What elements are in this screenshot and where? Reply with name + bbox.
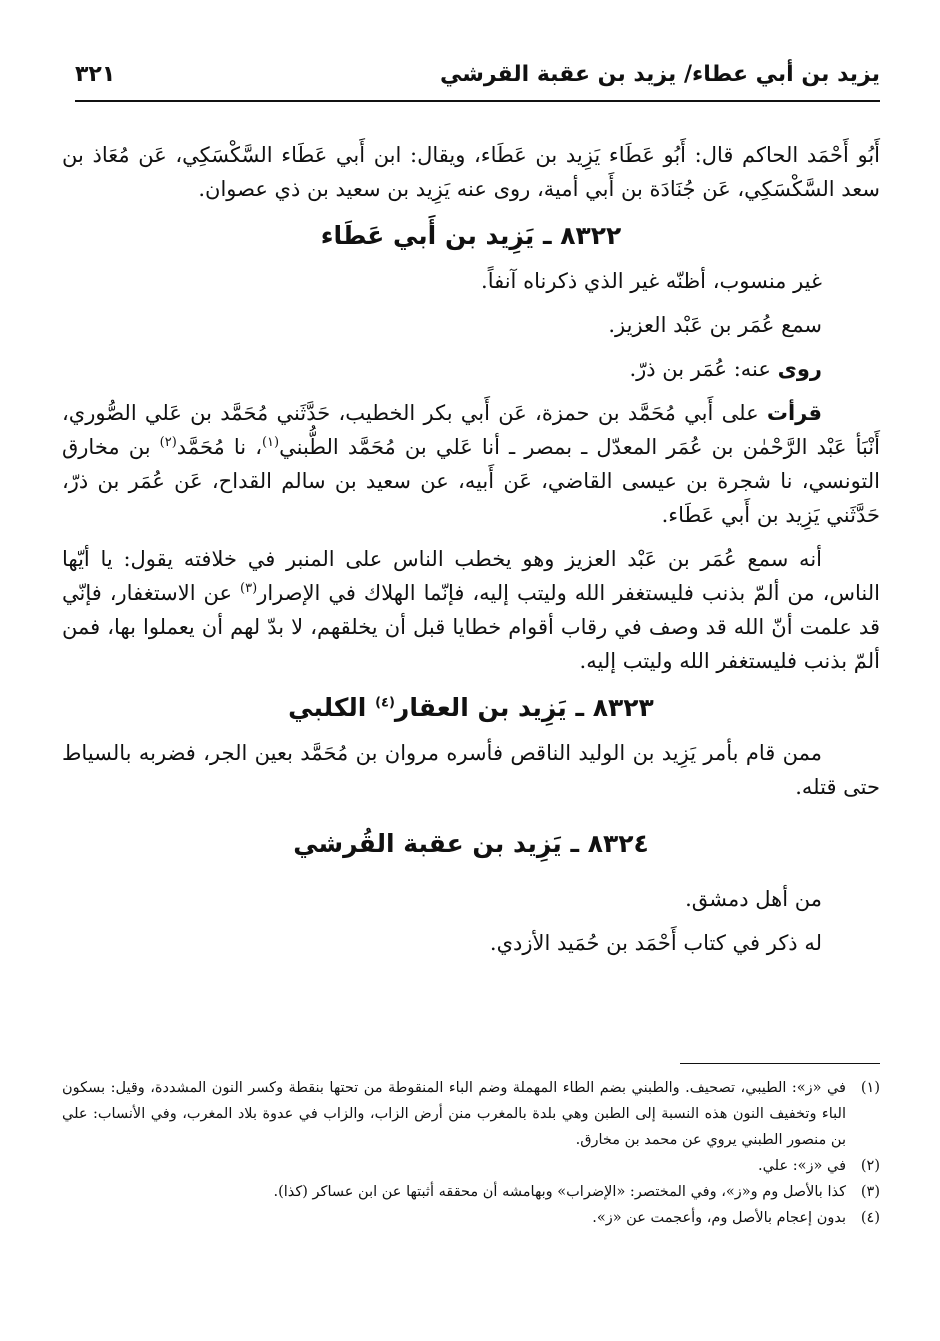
- entry-heading-8323-name: ٨٣٢٣ ـ يَزِيد بن العقار: [394, 693, 654, 722]
- page-header: [75, 58, 880, 94]
- footnotes: [62, 1075, 880, 1231]
- matn-text-2: عن الاستغفار، فإنّي قد علمت أنّ الله قد وصف في رقاب أقوام خطايا قبل أن يخلقهم، لا بدّ لهم أن يعملوا بها، فمن ألمّ بذنب فليستغفر الله وليتب إليه.: [62, 581, 880, 673]
- entry-8322-line-1: غير منسوب، أظنّه غير الذي ذكرناه آنفاً.: [481, 269, 822, 293]
- matn-paragraph: [62, 542, 880, 678]
- entry-8324-line-1: من أهل دمشق.: [685, 887, 822, 911]
- keyword-rawa: روى: [777, 357, 822, 381]
- footnote-mark-2: (٢): [159, 435, 177, 450]
- entry-8324-line-2: له ذكر في كتاب أَحْمَد بن حُمَيد الأزدي.: [489, 931, 822, 955]
- entry-8322-line-2: سمع عُمَر بن عَبْد العزيز.: [608, 313, 822, 337]
- isnad-paragraph: [62, 396, 880, 532]
- footnote: [62, 1153, 880, 1179]
- entry-heading-8324: ٨٣٢٤ ـ يَزِيد بن عقبة القُرشي: [293, 829, 649, 858]
- page-number: ٣٢١: [75, 62, 116, 87]
- isnad-text-2: ، نا مُحَمَّد: [176, 435, 262, 459]
- entry-8322-line-3-text: عنه: عُمَر بن ذرّ.: [629, 357, 778, 381]
- isnad-text-3: بن مخارق التونسي، نا شجرة بن عيسى القاضي، عَن أَبيه، عن سعيد بن سالم القداح، عَن عُمَر بن ذرّ، حَدَّثَني يَزِيد بن أَبي عَطَاء.: [62, 435, 880, 527]
- entry-heading-8322: ٨٣٢٢ ـ يَزِيد بن أَبي عَطَاء: [320, 221, 622, 250]
- footnote: [62, 1179, 880, 1205]
- entry-heading-8323: [62, 688, 880, 728]
- footnote: [62, 1075, 880, 1153]
- matn-text-1: أنه سمع عُمَر بن عَبْد العزيز وهو يخطب الناس على المنبر في خلافته يقول: يا أيّها الناس، من ألمّ بذنب فليستغفر الله وليتب إليه، فإنّما الهلاك في الإصرار: [62, 547, 880, 605]
- keyword-qaraat: قرأت: [766, 401, 822, 425]
- footnote-mark-3: (٣): [240, 581, 258, 596]
- footnote-text: كذا بالأصل وم و«ز»، وفي المختصر: «الإضراب» وبهامشه أن محققه أثبتها عن ابن عساكر (كذا).: [273, 1184, 846, 1200]
- footnote-number: (٣): [860, 1184, 880, 1200]
- footnote-number: (١): [860, 1080, 880, 1096]
- main-text: [62, 138, 880, 960]
- footnote-text: في «ز»: علي.: [757, 1158, 846, 1174]
- entry-heading-8323-nisba: الكلبي: [288, 693, 376, 722]
- header-rule: [75, 100, 880, 102]
- entry-8322-line-3: [62, 352, 880, 386]
- running-title: يزيد بن أبي عطاء/ يزيد بن عقبة القرشي: [439, 62, 880, 87]
- isnad-text-1: على أَبي مُحَمَّد بن حمزة، عَن أَبي بكر الخطيب، حَدَّثَني مُحَمَّد بن عَلي الصُّوري، أَنْبَأ عَبْد الرَّحْمٰن بن عُمَر المعدّل ـ بمصر ـ أنا عَلي بن مُحَمَّد الطُّبني: [62, 401, 880, 459]
- intro-paragraph: أَبُو أَحْمَد الحاكم قال: أَبُو عَطَاء يَزِيد بن عَطَاء، ويقال: ابن أَبي عَطَاء السَّكْسَكِي، عَن مُعَاذ بن سعد السَّكْسَكِي، عَن جُنَادَة بن أَبي أمية، روى عنه يَزِيد بن سعيد بن ذي عصوان.: [62, 143, 880, 201]
- footnote-mark-4: (٤): [375, 695, 395, 711]
- footnote-number: (٤): [860, 1210, 880, 1226]
- footnote-mark-1: (١): [261, 435, 280, 450]
- footnote: [62, 1205, 880, 1231]
- footnote-text: بدون إعجام بالأصل وم، وأعجمت عن «ز».: [592, 1210, 846, 1226]
- footnote-number: (٢): [860, 1158, 880, 1174]
- footnote-text: في «ز»: الطيبي، تصحيف. والطبني بضم الطاء المهملة وضم الباء المنقوطة من تحتها بنقطة وكسر النون المشددة، وقيل: بسكون الباء وتخفيف النون هذه النسبة إلى الطبن وهي بلدة بالمغرب منن أرض الزاب، والزاب في عدوة بلاد المغرب، وفي الأنساب: علي بن منصور الطبني يروي عن محمد بن مخارق.: [62, 1080, 846, 1148]
- footnote-rule: [680, 1063, 880, 1064]
- entry-8323-text: ممن قام بأمر يَزِيد بن الوليد الناقص فأسره مروان بن مُحَمَّد بعين الجر، فضربه بالسياط حتى قتله.: [62, 741, 880, 799]
